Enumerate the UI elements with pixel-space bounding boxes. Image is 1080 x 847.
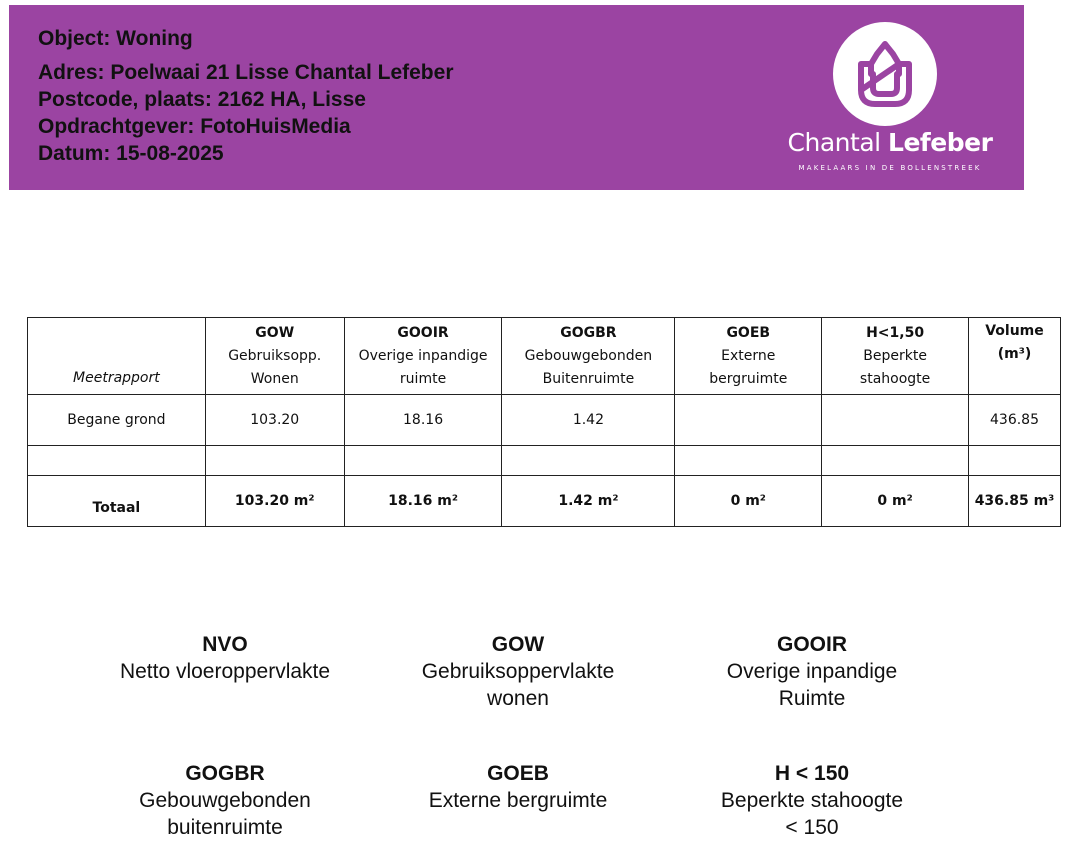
legend-code: GOGBR [185,762,265,785]
table-cell: 18.16 [344,395,502,446]
legend-description: Externe bergruimte [428,789,608,812]
measurement-table [27,317,1061,527]
datum-line: Datum: 15-08-2025 [38,142,224,165]
table-cell: 436.85 [969,395,1061,446]
column-header: GOOIR Overige inpandige ruimte [344,318,502,395]
legend-description: Overige inpandige Ruimte [726,660,898,710]
total-cell: 436.85 m³ [969,476,1061,527]
object-line: Object: Woning [38,27,193,50]
legend-item-nvo [75,631,375,685]
row-label: Begane grond [28,395,206,446]
total-cell: 0 m² [675,476,822,527]
legend-description: Gebruiksoppervlakte wonen [421,660,615,710]
legend-item-gogbr [75,760,375,841]
legend-item-gow [368,631,668,712]
meetrapport-label: Meetrapport [73,370,160,386]
object-info [38,25,454,167]
column-header: GOGBR Gebouwgebonden Buitenruimte [502,318,675,395]
row-label [28,446,206,476]
logo-name-first: Chantal [787,128,881,157]
legend-item-goeb [368,760,668,814]
table-cell [822,446,969,476]
table-cell [344,446,502,476]
legend-item-gooir [662,631,962,712]
table-cell: 103.20 [205,395,344,446]
table-cell [675,446,822,476]
column-header: Volume (m³) [969,318,1061,395]
table-header-row [28,318,1061,395]
total-cell: 103.20 m² [205,476,344,527]
table-row [28,446,1061,476]
column-header: H<1,50 Beperkte stahoogte [822,318,969,395]
total-label: Totaal [92,499,141,516]
logo-name-last: Lefeber [888,128,993,157]
postcode-line: Postcode, plaats: 2162 HA, Lisse [38,88,366,111]
column-header: GOW Gebruiksopp. Wonen [205,318,344,395]
legend-item-h150 [662,760,962,841]
legend-code: H < 150 [774,762,850,785]
total-label-cell [28,476,206,527]
legend-description: Netto vloeroppervlakte [119,660,331,683]
table-cell: 1.42 [502,395,675,446]
legend-code: GOEB [487,762,549,785]
logo-wordmark [785,128,995,157]
legend-code: GOOIR [776,633,847,656]
logo-tagline: MAKELAARS IN DE BOLLENSTREEK [798,164,982,172]
table-corner-cell [28,318,206,395]
legend-description: Beperkte stahoogte < 150 [720,789,904,839]
legend-description: Gebouwgebonden buitenruimte [139,789,311,839]
table-row [28,395,1061,446]
total-cell: 18.16 m² [344,476,502,527]
total-cell: 1.42 m² [502,476,675,527]
table-total-row [28,476,1061,527]
table-cell [822,395,969,446]
table-cell [205,446,344,476]
opdrachtgever-line: Opdrachtgever: FotoHuisMedia [38,115,351,138]
house-tulip-logo-icon [833,22,937,126]
table-cell [969,446,1061,476]
legend-code: GOW [491,633,545,656]
total-cell: 0 m² [822,476,969,527]
table-cell [502,446,675,476]
company-logo [785,14,995,179]
table-cell [675,395,822,446]
column-header: GOEB Externe bergruimte [675,318,822,395]
adres-line: Adres: Poelwaai 21 Lisse Chantal Lefeber [38,61,454,84]
legend-code: NVO [202,633,248,656]
